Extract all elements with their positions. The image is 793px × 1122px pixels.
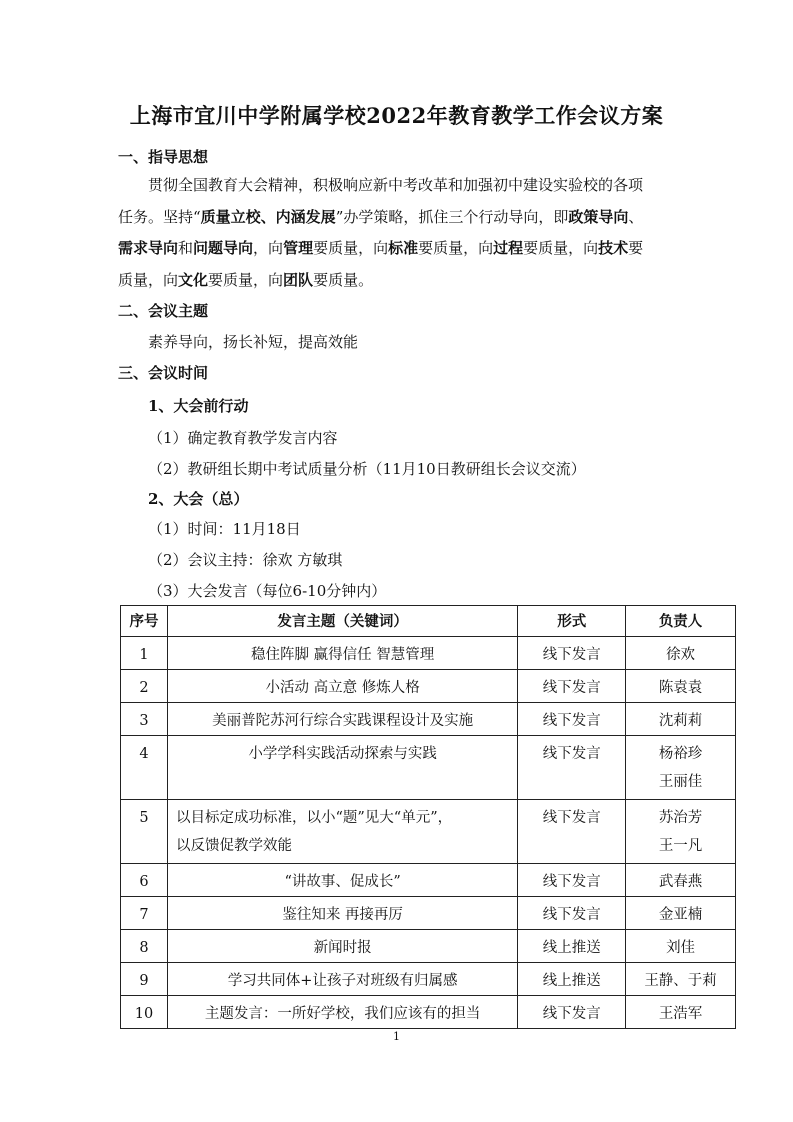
header-owner: 负责人 bbox=[626, 606, 736, 637]
cell-topic: 学习共同体+让孩子对班级有归属感 bbox=[167, 963, 517, 996]
cell-form: 线上推送 bbox=[518, 963, 626, 996]
table-row bbox=[121, 963, 736, 996]
cell-topic: 小学学科实践活动探索与实践 bbox=[167, 736, 517, 800]
table-row bbox=[121, 703, 736, 736]
paragraph-text: ”办学策略，抓住三个行动导向，即 bbox=[335, 207, 569, 226]
cell-topic bbox=[167, 800, 517, 864]
paragraph-text: 要质量。 bbox=[313, 270, 374, 289]
speech-agenda-table bbox=[120, 605, 736, 1029]
table-row bbox=[121, 930, 736, 963]
section-heading-meeting-time: 三、会议时间 bbox=[118, 364, 209, 382]
bold-keyword: 团队 bbox=[283, 270, 314, 289]
guiding-thought-paragraph bbox=[118, 170, 678, 296]
cell-owner: 陈袁袁 bbox=[626, 670, 736, 703]
section-heading-guiding-thought: 一、指导思想 bbox=[118, 148, 209, 166]
cell-number: 7 bbox=[121, 897, 168, 930]
paragraph-text: 任务。坚持“ bbox=[118, 207, 201, 226]
paragraph-text: 质量，向 bbox=[118, 270, 179, 289]
table-row bbox=[121, 897, 736, 930]
cell-owner bbox=[626, 800, 736, 864]
subheading-main-meeting: 2、大会（总） bbox=[148, 490, 249, 508]
cell-form: 线下发言 bbox=[518, 736, 626, 800]
document-title: 上海市宜川中学附属学校2022年教育教学工作会议方案 bbox=[129, 103, 664, 128]
cell-topic: 鉴往知来 再接再厉 bbox=[167, 897, 517, 930]
table-header-row bbox=[121, 606, 736, 637]
cell-form: 线上推送 bbox=[518, 930, 626, 963]
table-row bbox=[121, 637, 736, 670]
bold-keyword: 需求导向 bbox=[118, 239, 179, 257]
cell-topic: 美丽普陀苏河行综合实践课程设计及实施 bbox=[167, 703, 517, 736]
cell-form: 线下发言 bbox=[518, 703, 626, 736]
cell-owner bbox=[626, 736, 736, 800]
paragraph-text: 要 bbox=[628, 239, 644, 257]
bold-keyword: 管理 bbox=[283, 239, 314, 257]
owner-line-1: 杨裕珍 bbox=[658, 746, 703, 762]
topic-line-2: 以反馈促教学效能 bbox=[175, 838, 292, 854]
cell-topic: 稳住阵脚 赢得信任 智慧管理 bbox=[167, 637, 517, 670]
bold-keyword: 问题导向 bbox=[193, 239, 254, 257]
cell-form: 线下发言 bbox=[518, 897, 626, 930]
cell-topic: 小活动 高立意 修炼人格 bbox=[167, 670, 517, 703]
cell-number: 4 bbox=[121, 736, 168, 800]
cell-owner: 沈莉莉 bbox=[626, 703, 736, 736]
cell-owner: 王浩军 bbox=[626, 996, 736, 1029]
table-row bbox=[121, 736, 736, 800]
table-row bbox=[121, 996, 736, 1029]
page-number: 1 bbox=[393, 1030, 400, 1043]
meeting-theme-text: 素养导向，扬长补短，提高效能 bbox=[148, 333, 359, 351]
cell-number: 8 bbox=[121, 930, 168, 963]
paragraph-text: 要质量，向 bbox=[418, 239, 494, 257]
cell-number: 2 bbox=[121, 670, 168, 703]
cell-topic: “讲故事、促成长” bbox=[167, 864, 517, 897]
cell-form: 线下发言 bbox=[518, 637, 626, 670]
bold-keyword: 质量立校、内涵发展 bbox=[200, 207, 336, 226]
main-meeting-item-3: （3）大会发言（每位6-10分钟内） bbox=[148, 582, 387, 600]
header-form: 形式 bbox=[518, 606, 626, 637]
pre-meeting-item-2: （2）教研组长期中考试质量分析（11月10日教研组长会议交流） bbox=[148, 460, 586, 478]
section-heading-meeting-theme: 二、会议主题 bbox=[118, 302, 209, 320]
subheading-pre-meeting: 1、大会前行动 bbox=[148, 397, 249, 415]
cell-number: 10 bbox=[121, 996, 168, 1029]
paragraph-text: 要质量，向 bbox=[208, 270, 284, 289]
cell-number: 6 bbox=[121, 864, 168, 897]
topic-line-1: 以目标定成功标准，以小“题”见大“单元”， bbox=[175, 810, 453, 826]
paragraph-text: 和 bbox=[178, 239, 194, 257]
cell-number: 1 bbox=[121, 637, 168, 670]
bold-keyword: 政策导向 bbox=[568, 207, 629, 226]
bold-keyword: 过程 bbox=[493, 239, 524, 257]
paragraph-text: 贯彻全国教育大会精神，积极响应新中考改革和加强初中建设实验校的各项 bbox=[148, 176, 644, 194]
cell-owner: 金亚楠 bbox=[626, 897, 736, 930]
cell-form: 线下发言 bbox=[518, 864, 626, 897]
header-number: 序号 bbox=[121, 606, 168, 637]
table-row bbox=[121, 864, 736, 897]
cell-number: 5 bbox=[121, 800, 168, 864]
bold-keyword: 技术 bbox=[598, 239, 629, 257]
header-topic: 发言主题（关键词） bbox=[167, 606, 517, 637]
cell-owner: 徐欢 bbox=[626, 637, 736, 670]
cell-form: 线下发言 bbox=[518, 996, 626, 1029]
bold-keyword: 标准 bbox=[388, 239, 419, 257]
cell-owner: 刘佳 bbox=[626, 930, 736, 963]
main-meeting-item-2: （2）会议主持：徐欢 方敏琪 bbox=[148, 551, 343, 569]
cell-owner: 王静、于莉 bbox=[626, 963, 736, 996]
table-row bbox=[121, 670, 736, 703]
paragraph-text: 要质量，向 bbox=[313, 239, 389, 257]
owner-line-1: 苏治芳 bbox=[658, 810, 703, 826]
cell-number: 3 bbox=[121, 703, 168, 736]
main-meeting-item-1: （1）时间：11月18日 bbox=[148, 520, 301, 538]
paragraph-text: 要质量，向 bbox=[523, 239, 599, 257]
cell-form: 线下发言 bbox=[518, 670, 626, 703]
cell-topic: 新闻时报 bbox=[167, 930, 517, 963]
cell-topic: 主题发言：一所好学校，我们应该有的担当 bbox=[167, 996, 517, 1029]
cell-owner: 武春燕 bbox=[626, 864, 736, 897]
pre-meeting-item-1: （1）确定教育教学发言内容 bbox=[148, 429, 338, 447]
paragraph-text: 、 bbox=[628, 207, 644, 226]
paragraph-text: ，向 bbox=[253, 239, 284, 257]
owner-line-2: 王丽佳 bbox=[658, 774, 703, 790]
cell-number: 9 bbox=[121, 963, 168, 996]
owner-line-2: 王一凡 bbox=[658, 838, 703, 854]
table-row bbox=[121, 800, 736, 864]
bold-keyword: 文化 bbox=[178, 270, 209, 289]
cell-form: 线下发言 bbox=[518, 800, 626, 864]
